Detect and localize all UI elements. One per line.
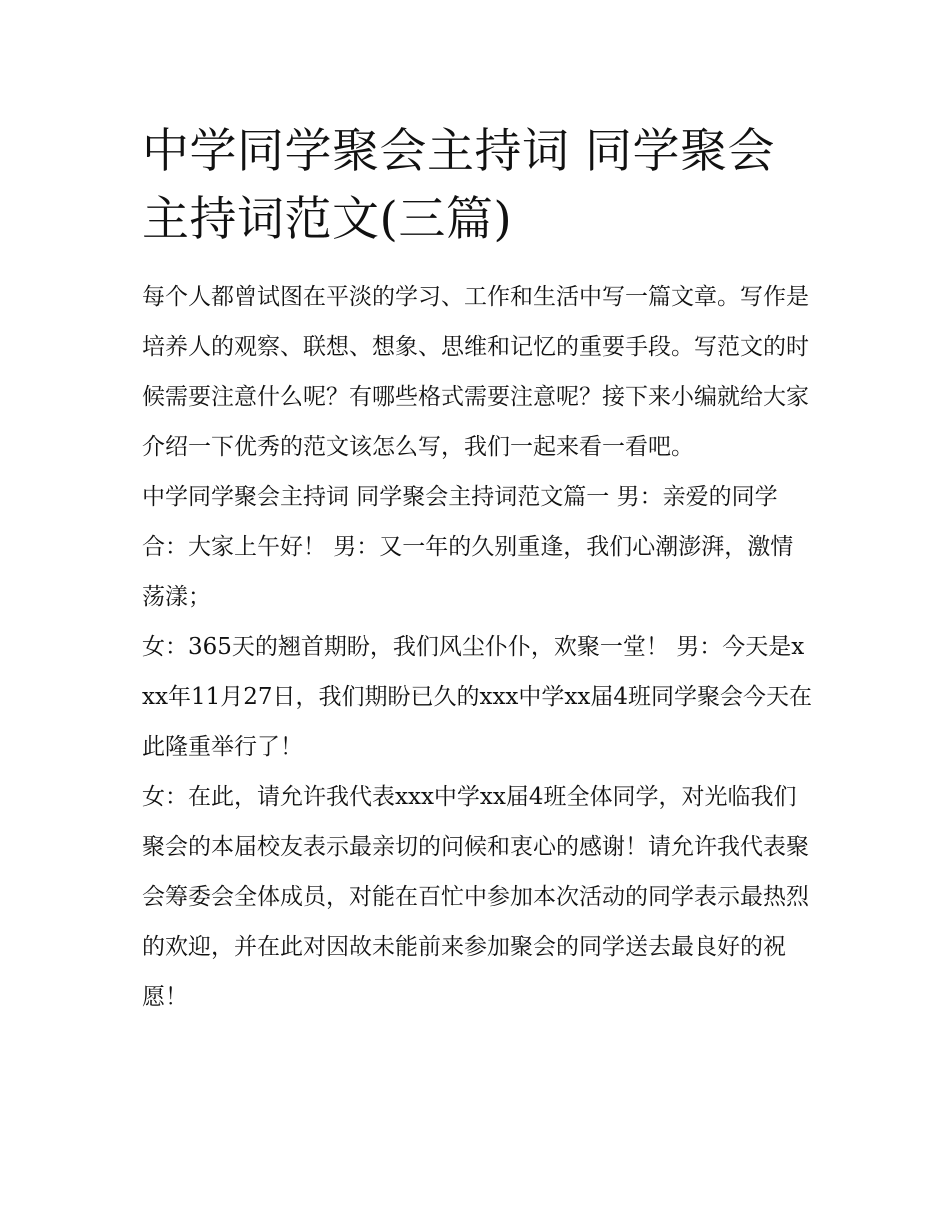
document-body [142, 272, 814, 1022]
speech-paragraph: 中学同学聚会主持词 同学聚会主持词范文篇一 男：亲爱的同学 合：大家上午好！ 男：又一年的久别重逢，我们心潮澎湃，激情荡漾； [142, 484, 794, 610]
intro-paragraph: 每个人都曾试图在平淡的学习、工作和生活中写一篇文章。写作是培养人的观察、联想、想象、思维和记忆的重要手段。写范文的时候需要注意什么呢？有哪些格式需要注意呢？接下来小编就给大家介绍一下优秀的范文该怎么写，我们一起来看一看吧。 [142, 284, 809, 460]
document-title: 中学同学聚会主持词 同学聚会主持词范文(三篇) [142, 124, 775, 247]
speech-paragraph: 女：在此，请允许我代表xxx中学xx届4班全体同学，对光临我们聚会的本届校友表示最亲切的问候和衷心的感谢！请允许我代表聚会筹委会全体成员，对能在百忙中参加本次活动的同学表示最热烈的欢迎，并在此对因故未能前来参加聚会的同学送去最良好的祝愿！ [142, 784, 809, 1010]
speech-paragraph: 女：365天的翘首期盼，我们风尘仆仆，欢聚一堂！ 男：今天是xxx年11月27日，我们期盼已久的xxx中学xx届4班同学聚会今天在此隆重举行了！ [142, 634, 812, 760]
document-content [142, 118, 814, 1022]
